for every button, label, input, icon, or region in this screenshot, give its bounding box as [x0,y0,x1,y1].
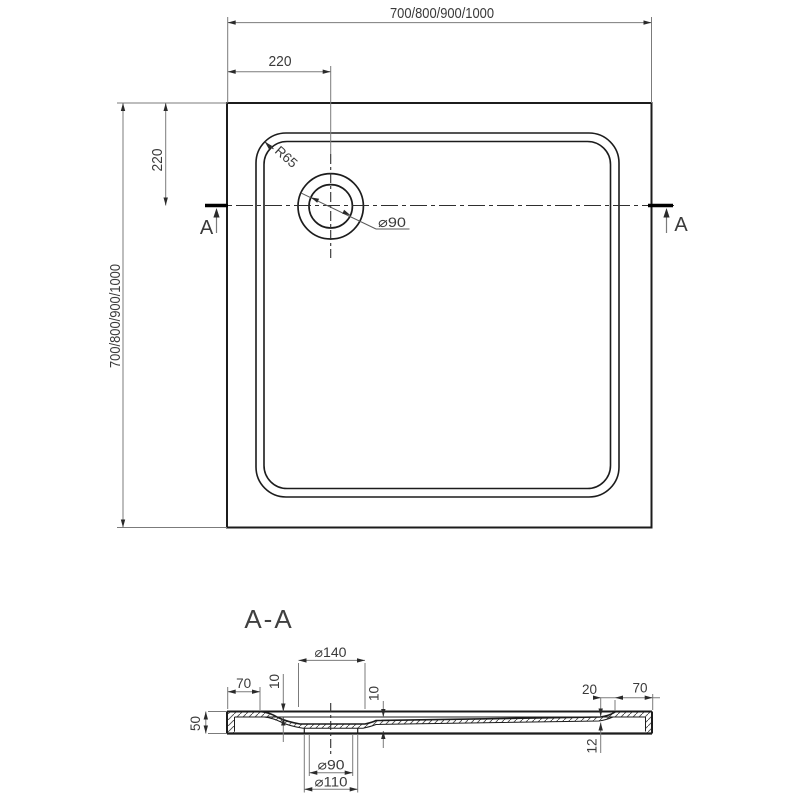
cut-material-right [613,712,652,734]
dim-arrow [299,658,307,662]
dim-arrow [323,70,331,74]
dim-arrow [381,731,385,739]
dim-text-width: 700/800/900/1000 [390,5,494,22]
rim-width-right-label: 70 [632,680,648,696]
dim-arrow [204,712,208,720]
section-arrow-head-right [663,208,669,218]
section-title: A-A [244,604,294,634]
section-view [188,604,660,793]
dim-arrow [228,690,236,694]
dim-arrow [252,690,260,694]
dim-arrow [599,723,603,731]
plan-view [107,5,688,528]
total-height-label: 50 [188,715,203,732]
drain-hole-diameter-label: ⌀90 [317,757,345,773]
dim-arrow [228,20,236,24]
dim-arrow [228,70,236,74]
dim-text-drain-offset-x: 220 [268,53,292,70]
base-thickness-label: 12 [584,738,600,754]
dim-arrow [281,704,285,712]
dim-arrow [121,103,125,111]
depth-right-label: 10 [366,685,382,702]
dim-text-drain-offset-y: 220 [149,146,166,172]
corner-radius-label: R65 [271,143,301,171]
dim-arrow [121,520,125,528]
depth-left-label: 10 [267,673,282,690]
section-marker-label-right: A [674,214,688,236]
section-arrow-head-left [213,208,219,218]
recess-diameter-label: ⌀140 [314,645,347,660]
dim-arrow [350,787,358,791]
dim-arrow [381,709,385,717]
dim-arrow [304,787,312,791]
cut-material-left [228,712,264,734]
dim-arrow [164,198,168,206]
tray-rim-inner-line [264,142,611,489]
edge-offset-label: 20 [581,682,598,697]
dim-arrow [615,696,623,700]
dim-arrow [342,210,350,215]
dim-text-height: 700/800/900/1000 [107,247,124,368]
dim-arrow [311,197,319,202]
drain-flange-diameter-label: ⌀110 [314,774,348,790]
dim-arrow [644,20,652,24]
tray-rim-outer-line [256,133,619,497]
dim-arrow [204,726,208,734]
drain-diameter-label: ⌀90 [378,214,407,230]
rim-width-left-label: 70 [236,676,252,691]
dim-arrow [357,658,365,662]
dim-arrow [164,103,168,111]
section-marker-label-left: A [199,217,214,239]
dim-arrow [645,696,653,700]
